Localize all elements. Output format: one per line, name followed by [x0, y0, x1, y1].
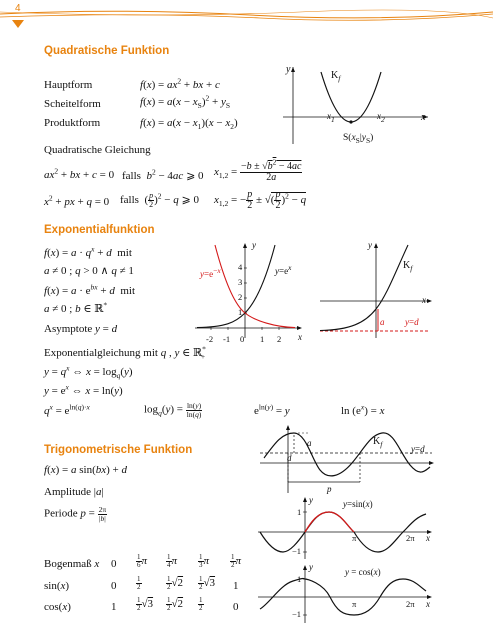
exp-graph1-ytick: 1: [238, 307, 243, 317]
exp-graph1-xtick: -2: [206, 334, 214, 344]
table-cell: $\frac{1}{2}$ √3: [137, 596, 154, 612]
exp-graph2-curve-label: $K_f$: [403, 260, 413, 273]
trig-main-line-label: y=d: [411, 444, 425, 454]
parabola-vertex-label: $S(x_S|y_S)$: [343, 133, 374, 145]
exp-identity2: $\log_q(y)$ = $\frac{\ln(y)}{\ln(q)}$: [144, 401, 202, 419]
scheitelform-formula: $f(x) = a(x - x_S)^2 + y_S$: [140, 93, 231, 111]
section-heading-trig: Trigonometrische Funktion: [44, 444, 193, 456]
trig-main-a-label: a: [307, 438, 312, 448]
exp-cond2: a ≠ 0 ; b ∈ ℝ*: [44, 300, 108, 315]
table-cell: $\frac{1}{3}$ π: [199, 553, 210, 569]
table-cell: $\frac{1}{6}$ π: [137, 553, 148, 569]
trig-amplitude: Amplitude |a|: [44, 486, 104, 498]
cos-graph-y-axis: y: [309, 562, 313, 572]
exp-identity1: $q^x = e^{ln(q)\cdot x}$: [44, 402, 90, 417]
parabola-root2-label: $x_2$: [377, 111, 385, 124]
sin-graph-y-axis: y: [309, 495, 313, 505]
header-bar: [0, 0, 493, 22]
produktform-label: Produktform: [44, 117, 101, 129]
exp-eq1: $y = q^x$ ⇔ $x = \log_q(y)$: [44, 363, 133, 381]
table-cell: 0: [111, 558, 117, 570]
exp-equation-heading: Exponentialgleichung mit q , y ∈ ℝ*$_+$: [44, 344, 206, 362]
exp-graph2-a-label: a: [380, 317, 385, 327]
table-cell: $\frac{1}{2}$ √2: [167, 575, 184, 591]
sin-graph-pi: π: [352, 533, 357, 543]
exp-identity3: $e^{ln(y)} = y$: [254, 402, 290, 417]
exp-graph1-ytick: 2: [238, 292, 243, 302]
sin-graph-minus-one: −1: [292, 546, 302, 556]
exp-graph1-ytick: 3: [238, 277, 243, 287]
cos-graph-one: 1: [297, 574, 302, 584]
exp-graph1-xtick: 1: [260, 334, 265, 344]
table-cell: 0: [111, 580, 117, 592]
section-heading-exponential: Exponentialfunktion: [44, 224, 155, 236]
sin-graph-one: 1: [297, 507, 302, 517]
quad-eq2-left: $x^2$ + px + q = 0: [44, 193, 110, 208]
sin-graph-label: y=sin(x): [343, 499, 373, 509]
table-cell: 1: [111, 601, 117, 613]
table-cell: $\frac{1}{2}$ π: [231, 553, 242, 569]
quadratic-equation-heading: Quadratische Gleichung: [44, 144, 151, 156]
exp-identity4: $\ln (e^x) = x$: [341, 402, 385, 417]
parabola-curve-label: $K_f$: [331, 70, 341, 83]
parabola-root1-label: $x_1$: [327, 111, 335, 124]
exp-graph2-x-axis: x: [422, 295, 426, 305]
cos-graph-minus-one: −1: [292, 609, 302, 619]
quad-eq1-solution: $x_{1,2}$ = $\frac{-b \pm √b^2 - 4ac}{2a}$: [214, 157, 302, 183]
produktform-formula: $f(x) = a(x - x_1)(x - x_2)$: [140, 117, 238, 132]
exp-eq2: $y = e^x$ ⇔ x = ln(y): [44, 382, 123, 397]
table-cell: $\frac{1}{2}$ √3: [199, 575, 216, 591]
cos-graph-x-axis: x: [426, 599, 430, 609]
table-label-sin: sin(x): [44, 580, 70, 592]
cos-graph-pi: π: [352, 599, 357, 609]
table-cell: $\frac{1}{2}$: [137, 575, 141, 591]
exp-form2: $f(x) = a \cdot e^{bx} + d$ mit: [44, 282, 136, 297]
exp-graph1-label-left: $y=e^{-x}$: [200, 266, 221, 279]
table-cell: $\frac{1}{2}$: [199, 596, 203, 612]
exp-graph-2: [320, 243, 435, 343]
table-label-cos: cos(x): [44, 601, 71, 613]
trig-main-p-label: p: [327, 484, 332, 494]
quad-eq2-cond: falls ( $\frac{p}{2}$ )$^2$ − q ⩾ 0: [120, 191, 199, 209]
exp-graph2-d-label: y=d: [405, 317, 419, 327]
trig-period: Periode p = $\frac{2\pi}{|b|}$: [44, 505, 107, 523]
header-decoration: [0, 0, 493, 30]
table-label-bogenmass: Bogenmaß x: [44, 558, 100, 570]
exp-graph1-label-right: $y=e^x$: [275, 263, 292, 276]
exp-graph2-y-axis: y: [368, 240, 372, 250]
exp-graph1-y-axis: y: [252, 240, 256, 250]
exp-graph-1: [195, 243, 310, 343]
quad-eq1-cond: falls $b^2 - 4ac$ ⩾ 0: [122, 167, 204, 182]
exp-graph1-xtick: 0: [240, 334, 245, 344]
trig-main-d-label: d: [287, 453, 292, 463]
exp-graph1-x-axis: x: [298, 332, 302, 342]
exp-form1: $f(x) = a \cdot q^x + d$ mit: [44, 244, 132, 259]
exp-graph1-xtick: -1: [223, 334, 231, 344]
scheitelform-label: Scheitelform: [44, 98, 101, 110]
table-cell: $\frac{1}{2}$ √2: [167, 596, 184, 612]
table-cell: $\frac{1}{4}$ π: [167, 553, 178, 569]
hauptform-formula: $f(x) = ax^2$ + bx + c: [140, 76, 220, 91]
quad-eq1-left: $ax^2$ + bx + c = 0: [44, 166, 115, 181]
table-cell: 0: [233, 601, 239, 613]
section-heading-quadratic: Quadratische Funktion: [44, 45, 170, 57]
table-cell: 1: [233, 580, 239, 592]
exp-graph1-ytick: 4: [238, 262, 243, 272]
hauptform-label: Hauptform: [44, 79, 93, 91]
exp-graph1-xtick: 2: [277, 334, 282, 344]
trig-form: f(x) = a sin(bx) + d: [44, 464, 128, 476]
exp-cond1: a ≠ 0 ; q > 0 ∧ q ≠ 1: [44, 265, 134, 277]
cos-graph-label: y = cos(x): [345, 567, 381, 577]
quad-eq2-solution: $x_{1,2}$ = − $\frac{p}{2}$ ± √( $\frac{p}{2}$ )$^2$ − q: [214, 189, 307, 211]
cos-graph-two-pi: 2π: [406, 599, 415, 609]
exp-asymptote: Asymptote y = d: [44, 323, 118, 335]
parabola-y-axis-label: y: [286, 64, 291, 75]
page-number: 4: [15, 3, 21, 14]
sin-graph-x-axis: x: [426, 533, 430, 543]
parabola-x-axis-label: x: [421, 112, 426, 123]
trig-main-curve-label: $K_f$: [373, 436, 383, 449]
sin-graph-two-pi: 2π: [406, 533, 415, 543]
